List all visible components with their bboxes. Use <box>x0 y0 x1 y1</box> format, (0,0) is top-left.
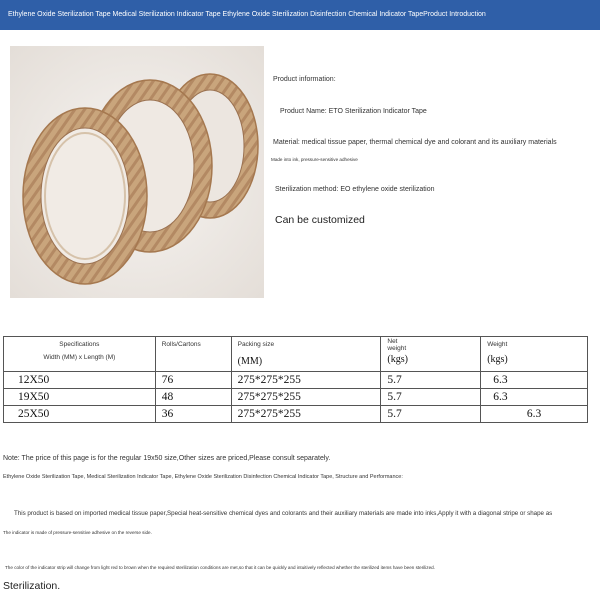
sterilization-method: Sterilization method: EO ethylene oxide sterilization <box>275 186 435 193</box>
product-photo <box>10 46 264 298</box>
table-cell: 12X50 <box>4 372 156 389</box>
table-cell: 25X50 <box>4 406 156 423</box>
table-row <box>4 406 588 423</box>
table-cell: 275*275*255 <box>231 372 381 389</box>
table-cell: 76 <box>155 372 231 389</box>
table-cell: 5.7 <box>381 406 481 423</box>
table-row <box>4 372 588 389</box>
header-weight: Weight (kgs) <box>481 337 588 372</box>
table-cell: 36 <box>155 406 231 423</box>
header-net-weight: Net weight (kgs) <box>381 337 481 372</box>
product-info-heading: Product information: <box>273 76 336 83</box>
structure-title: Ethylene Oxide Sterilization Tape, Medical Sterilization Indicator Tape, Ethylene Oxide Sterilization Disinfection Chemical Indicator Tape, Structure and Performance: <box>3 474 403 480</box>
product-material: Material: medical tissue paper, thermal chemical dye and colorant and its auxiliary materials <box>273 139 557 146</box>
color-change-note: The color of the indicator strip will change from light red to brown when the required sterilization conditions are met,so that it can be quickly and intuitively reflected whether the sterilized items have been sterilized. <box>5 565 435 570</box>
table-header-row <box>4 337 588 372</box>
header-rolls-cartons: Rolls/Cartons <box>155 337 231 372</box>
table-cell: 275*275*255 <box>231 389 381 406</box>
customization-note: Can be customized <box>275 214 365 226</box>
table-row <box>4 389 588 406</box>
product-made-into: Made into ink, pressure-sensitive adhesive <box>271 157 358 162</box>
table-cell: 48 <box>155 389 231 406</box>
header-packing-size: Packing size (MM) <box>231 337 381 372</box>
table-cell: 6.3 <box>481 372 588 389</box>
table-cell: 5.7 <box>381 389 481 406</box>
product-description: This product is based on imported medical tissue paper,Special heat-sensitive chemical dyes and colorants and their auxiliary materials are made into inks,Apply it with a diagonal stripe or shape as <box>14 510 553 517</box>
adhesive-note: The indicator is made of pressure-sensitive adhesive on the reverse side. <box>3 530 152 535</box>
table-cell: 5.7 <box>381 372 481 389</box>
specification-table <box>3 336 588 423</box>
header-specifications: Specifications Width (MM) x Length (M) <box>4 337 156 372</box>
page-banner: Ethylene Oxide Sterilization Tape Medical Sterilization Indicator Tape Ethylene Oxide Sterilization Disinfection Chemical Indicator TapeProduct Introduction <box>0 0 600 30</box>
closing-text: Sterilization. <box>3 580 61 592</box>
table-cell: 6.3 <box>481 406 588 423</box>
tape-rolls-image <box>10 46 264 298</box>
product-name: Product Name: ETO Sterilization Indicator Tape <box>280 108 427 115</box>
price-note: Note: The price of this page is for the regular 19x50 size,Other sizes are priced,Please consult separately. <box>3 455 331 462</box>
table-cell: 275*275*255 <box>231 406 381 423</box>
table-cell: 6.3 <box>481 389 588 406</box>
table-cell: 19X50 <box>4 389 156 406</box>
